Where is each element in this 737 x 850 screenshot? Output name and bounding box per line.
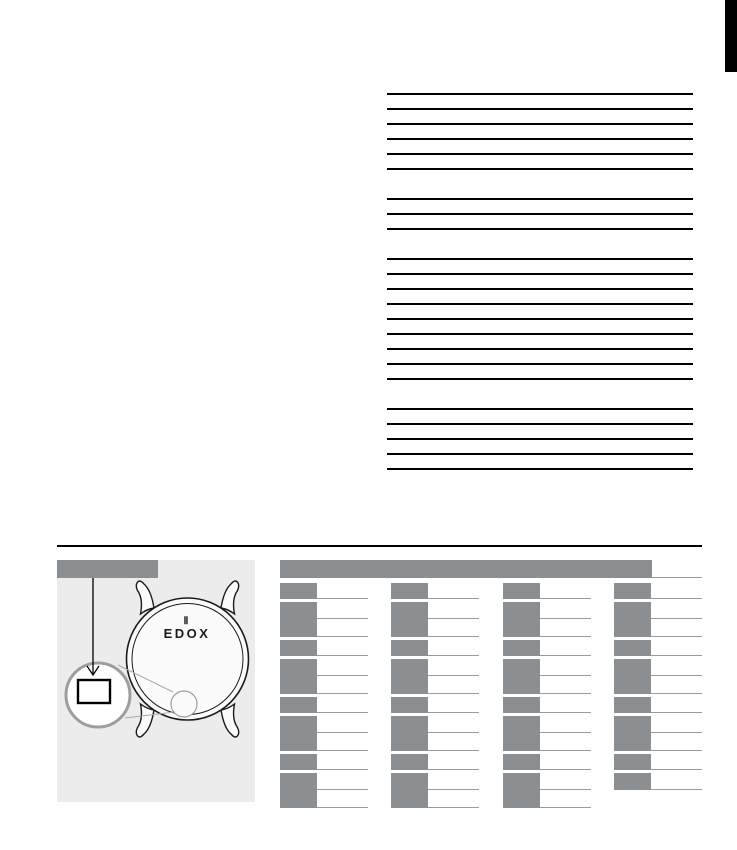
ruled-line	[387, 108, 693, 110]
table-label-cell	[614, 716, 651, 751]
table-label-cell	[391, 716, 428, 751]
table-entry-line	[317, 655, 368, 656]
table-entry-line	[540, 618, 591, 619]
table-label-cell	[391, 602, 428, 637]
watch-case-back-illustration	[57, 560, 255, 802]
table-label-cell	[391, 583, 428, 599]
table-entry-line	[651, 598, 702, 599]
ruled-line	[387, 273, 693, 275]
table-entry-line	[317, 693, 368, 694]
table-entry-line	[428, 598, 479, 599]
edox-logo-text: EDOX	[163, 626, 211, 641]
ruled-line	[387, 138, 693, 140]
table-label-cell	[503, 773, 540, 808]
table-label-cell	[503, 697, 540, 713]
section-divider-rule	[57, 545, 702, 547]
table-entry-line	[540, 712, 591, 713]
ruled-line	[387, 363, 693, 365]
table-entry-line	[317, 712, 368, 713]
ruled-line	[387, 303, 693, 305]
table-label-cell	[280, 602, 317, 637]
table-entry-line	[651, 618, 702, 619]
page-corner-tab	[725, 0, 737, 72]
ruled-line	[387, 168, 693, 170]
table-entry-line	[651, 750, 702, 751]
table-entry-line	[428, 636, 479, 637]
case-back-detail-circle	[171, 691, 197, 717]
table-label-cell	[503, 716, 540, 751]
table-label-cell	[503, 754, 540, 770]
table-entry-line	[540, 636, 591, 637]
table-entry-line	[651, 675, 702, 676]
table-label-cell	[391, 697, 428, 713]
table-label-cell	[280, 640, 317, 656]
logo-mark: Ⅱ	[183, 616, 189, 627]
ruled-line	[387, 348, 693, 350]
ruled-line	[387, 423, 693, 425]
table-label-cell	[614, 659, 651, 694]
ruled-line	[387, 288, 693, 290]
table-entry-line	[428, 712, 479, 713]
table-entry-line	[651, 636, 702, 637]
table-entry-line	[317, 732, 368, 733]
ruled-line	[387, 258, 693, 260]
table-entry-line	[540, 789, 591, 790]
ruled-line	[387, 123, 693, 125]
table-label-cell	[391, 754, 428, 770]
table-entry-line	[428, 789, 479, 790]
table-label-cell	[280, 716, 317, 751]
table-entry-line	[651, 712, 702, 713]
table-header-bar	[280, 560, 652, 578]
table-label-cell	[503, 602, 540, 637]
table-entry-line	[540, 675, 591, 676]
table-label-cell	[391, 640, 428, 656]
ruled-line	[387, 198, 693, 200]
table-entry-line	[651, 732, 702, 733]
ruled-line	[387, 153, 693, 155]
table-label-cell	[614, 583, 651, 599]
ruled-line	[387, 213, 693, 215]
table-entry-line	[317, 750, 368, 751]
table-entry-line	[428, 807, 479, 808]
table-entry-line	[428, 655, 479, 656]
table-entry-line	[317, 598, 368, 599]
ruled-line	[387, 468, 693, 470]
ruled-line	[387, 228, 693, 230]
table-label-cell	[503, 583, 540, 599]
ruled-line	[387, 333, 693, 335]
table-entry-line	[651, 655, 702, 656]
table-entry-line	[317, 789, 368, 790]
table-entry-line	[540, 750, 591, 751]
table-entry-line	[317, 769, 368, 770]
table-label-cell	[614, 697, 651, 713]
case-back-rectangle	[78, 680, 110, 703]
ruled-line	[387, 408, 693, 410]
table-entry-line	[540, 598, 591, 599]
ruled-line	[387, 93, 693, 95]
table-label-cell	[280, 754, 317, 770]
table-entry-line	[317, 675, 368, 676]
table-entry-line	[317, 807, 368, 808]
table-label-cell	[614, 602, 651, 637]
table-entry-line	[540, 693, 591, 694]
table-label-cell	[280, 697, 317, 713]
table-entry-line	[428, 675, 479, 676]
table-entry-line	[651, 769, 702, 770]
table-label-cell	[280, 659, 317, 694]
table-entry-line	[540, 807, 591, 808]
ruled-line	[387, 318, 693, 320]
watch-illustration-panel	[57, 560, 255, 802]
table-entry-line	[651, 693, 702, 694]
table-entry-line	[317, 636, 368, 637]
ruled-line	[387, 438, 693, 440]
table-label-cell	[280, 773, 317, 808]
table-label-cell	[280, 583, 317, 599]
table-entry-line	[540, 769, 591, 770]
table-label-cell	[614, 754, 651, 770]
table-label-cell	[614, 773, 651, 790]
table-entry-line	[428, 618, 479, 619]
table-entry-line	[428, 732, 479, 733]
table-entry-line	[540, 655, 591, 656]
table-header-tail-line	[652, 577, 702, 578]
table-entry-line	[651, 789, 702, 790]
table-label-cell	[391, 773, 428, 808]
table-entry-line	[428, 769, 479, 770]
table-entry-line	[428, 693, 479, 694]
table-label-cell	[503, 640, 540, 656]
table-label-cell	[503, 659, 540, 694]
ruled-line	[387, 453, 693, 455]
ruled-line	[387, 378, 693, 380]
table-entry-line	[540, 732, 591, 733]
table-label-cell	[391, 659, 428, 694]
table-label-cell	[614, 640, 651, 656]
table-entry-line	[317, 618, 368, 619]
table-entry-line	[428, 750, 479, 751]
